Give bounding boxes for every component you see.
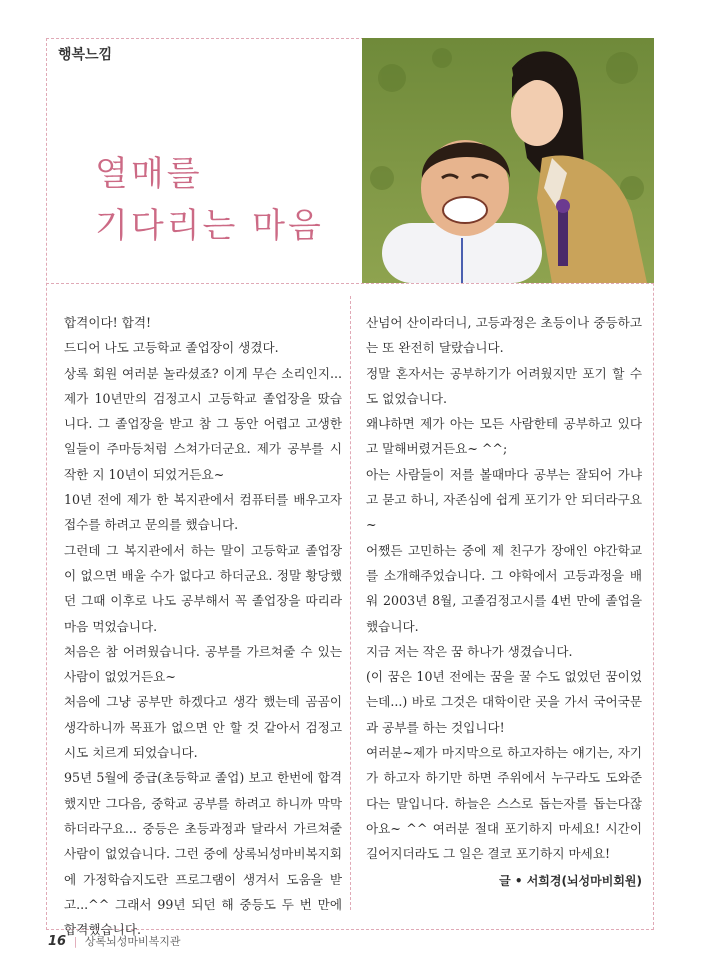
paragraph: 95년 5월에 중급(초등학교 졸업) 보고 한번에 합격했지만 그다음, 중학교 공부를 하려고 하니까 막막하더라구요... 중등은 초등과정과 달라서 가르쳐줄 사람이 없었습니다. 그런 중에 상록뇌성마비복지회에 가정학습지도란 프로그램이 생겨서 도움을 받고...^^ 그래서 99년 되던 해 중등도 두 번 만에 합격했습니다.: [64, 770, 342, 938]
page-footer: [48, 933, 180, 949]
paragraph: 상록 회원 여러분 놀라셨죠? 이게 무슨 소리인지... 제가 10년만의 검정고시 고등학교 졸업장을 땄습니다. 그 졸업장을 받고 참 그 동안 어렵고 고생한 일들이 주마등처럼 스쳐가더군요. 제가 공부를 시작한 지 10년이 되었거든요~: [64, 365, 342, 482]
column-divider: [350, 296, 351, 910]
paragraph: 합격이다! 합격!: [64, 315, 152, 330]
paragraph: 왜냐하면 제가 아는 모든 사람한테 공부하고 있다고 말해버렸거든요~ ^^;: [366, 416, 642, 457]
paragraph: 처음은 참 어려웠습니다. 공부를 가르쳐줄 수 있는 사람이 없었거든요~: [64, 643, 342, 685]
paragraph: 여러분~제가 마지막으로 하고자하는 얘기는, 자기가 하고자 하기만 하면 주위에서 누구라도 도와준다는 말입니다. 하늘은 스스로 돕는자를 돕는다잖아요~ ^^ 여러분 절대 포기하지 마세요! 시간이 길어지더라도 그 일은 결코 포기하지 마세요!: [366, 745, 642, 862]
paragraph: 그런데 그 복지관에서 하는 말이 고등학교 졸업장이 없으면 배울 수가 없다고 하더군요. 정말 황당했던 그때 이후로 나도 공부해서 꼭 졸업장을 따리라 마음 먹었습니다.: [64, 542, 342, 634]
header-divider: [46, 283, 654, 284]
author-byline: 글 • 서희경(뇌성마비회원): [499, 873, 642, 888]
paragraph: 아는 사람들이 저를 볼때마다 공부는 잘되어 가냐고 묻고 하니, 자존심에 쉽게 포기가 안 되더라구요~: [366, 466, 642, 533]
article-column-left: [64, 310, 342, 942]
header-photo: [362, 38, 654, 283]
paragraph: 지금 저는 작은 꿈 하나가 생겼습니다.: [366, 643, 573, 659]
paragraph: 정말 혼자서는 공부하기가 어려웠지만 포기 할 수도 없었습니다.: [366, 365, 642, 406]
footer-separator: |: [73, 935, 78, 948]
headline-line-2: 기다리는 마음: [95, 206, 324, 246]
article-column-right: [366, 310, 642, 894]
headline-line-1: 열매를: [95, 154, 203, 194]
article-headline: [95, 148, 324, 252]
paragraph: (이 꿈은 10년 전에는 꿈을 꿀 수도 없었던 꿈이었는데...) 바로 그것은 대학이란 곳을 가서 국어국문과 공부를 하는 것입니다!: [366, 669, 642, 735]
paragraph: 처음에 그냥 공부만 하겠다고 생각 했는데 곰곰이 생각하니까 목표가 없으면 안 할 것 같아서 검정고시도 치르게 되었습니다.: [64, 694, 342, 761]
paragraph: 10년 전에 제가 한 복지관에서 컴퓨터를 배우고자 접수를 하려고 문의를 했습니다.: [64, 492, 342, 533]
section-label: 행복느낌: [58, 47, 113, 63]
photo-illustration: [362, 38, 654, 283]
paragraph: 산넘어 산이라더니, 고등과정은 초등이나 중등하고는 또 완전히 달랐습니다.: [366, 315, 642, 356]
paragraph: 드디어 나도 고등학교 졸업장이 생겼다.: [64, 340, 279, 356]
publication-name: 상록뇌성마비복지관: [84, 935, 181, 948]
page-number: 16: [48, 934, 67, 949]
paragraph: 어쨌든 고민하는 중에 제 친구가 장애인 야간학교를 소개해주었습니다. 그 야학에서 고등과정을 배워 2003년 8월, 고졸검정고시를 4번 만에 졸업을 했습니다.: [366, 542, 642, 634]
